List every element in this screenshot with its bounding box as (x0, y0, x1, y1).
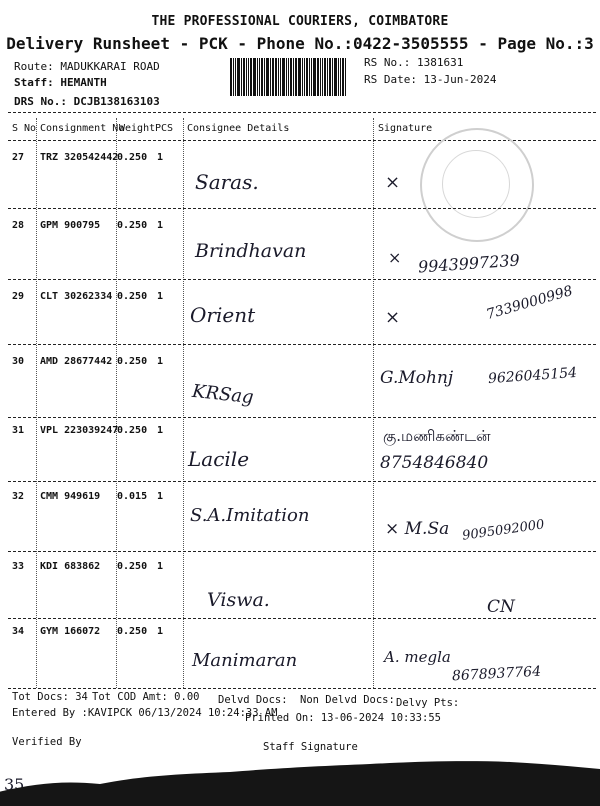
row-sno: 31 (12, 425, 25, 436)
staff-value: HEMANTH (60, 76, 107, 89)
runsheet-subtitle: Delivery Runsheet - PCK - Phone No.:0422-3505555 - Page No.:3 (6, 34, 594, 53)
col-consignee: Consignee Details (187, 123, 290, 134)
row-pcs: 1 (157, 356, 164, 367)
rs-no-value: 1381631 (416, 56, 464, 69)
barcode-bar (309, 58, 310, 96)
barcode-bar (233, 58, 234, 96)
barcode-bar (266, 58, 269, 96)
row-consignment: VPL 223039247 (40, 425, 119, 436)
barcode-bar (306, 58, 308, 96)
row-consignment: TRZ 320542442 (40, 152, 119, 163)
tot-docs: Tot Docs: 34 (12, 691, 88, 703)
barcode-bar (295, 58, 297, 96)
barcode-bar (338, 58, 339, 96)
barcode-bar (246, 58, 247, 96)
rule-top (8, 112, 596, 113)
row-weight: 0.250 (117, 220, 148, 231)
barcode-bar (264, 58, 265, 96)
handwritten-phone: 9095092000 (461, 517, 546, 544)
route-label: Route: (14, 60, 54, 73)
barcode-bar (235, 58, 236, 96)
barcode-bar (324, 58, 326, 96)
signature-mark: × (388, 248, 402, 267)
barcode-bar (322, 58, 323, 96)
row-pcs: 1 (157, 561, 164, 572)
row-rule (8, 688, 596, 689)
row-pcs: 1 (157, 491, 164, 502)
row-weight: 0.015 (117, 491, 148, 502)
row-weight: 0.250 (117, 626, 148, 637)
tot-cod: Tot COD Amt: 0.00 (92, 691, 200, 703)
staff-label: Staff: (14, 76, 54, 89)
col-divider (36, 118, 37, 688)
consignee-handwritten: Viswa. (207, 589, 270, 611)
non-delvd-docs: Non Delvd Docs: (300, 694, 395, 706)
barcode-bar (259, 58, 260, 96)
printed-on: Printed On: 13-06-2024 10:33:55 (245, 712, 441, 724)
row-pcs: 1 (157, 220, 164, 231)
barcode-bar (345, 58, 346, 96)
barcode-bar (261, 58, 263, 96)
barcode-bar (298, 58, 301, 96)
consignee-handwritten: Manimaran (192, 650, 298, 671)
row-consignment: GYM 166072 (40, 626, 101, 637)
row-sno: 30 (12, 356, 25, 367)
consignee-handwritten: Lacile (188, 447, 250, 471)
signature-mark: CN (487, 597, 515, 617)
row-rule (8, 618, 596, 619)
route-line (14, 60, 160, 73)
row-rule (8, 551, 596, 552)
delvy-pts: Delvy Pts: (396, 697, 460, 709)
route-value: MADUKKARAI ROAD (60, 60, 160, 73)
signature-mark: × M.Sa (385, 519, 450, 539)
barcode-bar (340, 58, 341, 96)
consignee-handwritten: Brindhavan (195, 240, 307, 262)
barcode-bar (270, 58, 271, 96)
barcode-bar (302, 58, 303, 96)
barcode-bar (290, 58, 292, 96)
barcode-bar (241, 58, 242, 96)
delvd-docs: Delvd Docs: (218, 694, 288, 706)
corner-mark: 35 (4, 775, 25, 794)
barcode-bar (304, 58, 305, 96)
col-consignment: Consignment No (40, 123, 125, 134)
barcode-bar (313, 58, 316, 96)
row-weight: 0.250 (117, 152, 148, 163)
barcode-bar (278, 58, 279, 96)
barcode-bar (237, 58, 240, 96)
barcode-bar (311, 58, 312, 96)
barcode-bar (327, 58, 328, 96)
row-sno: 29 (12, 291, 25, 302)
handwritten-phone: 8754846840 (380, 453, 489, 473)
rs-date-value: 13-Jun-2024 (423, 73, 497, 86)
row-weight: 0.250 (117, 561, 148, 572)
consignee-handwritten: S.A.Imitation (190, 505, 310, 526)
row-sno: 33 (12, 561, 25, 572)
barcode-bar (342, 58, 344, 96)
barcode-bar (250, 58, 252, 96)
entered-by: Entered By :KAVIPCK 06/13/2024 10:24:33 AM (12, 707, 278, 719)
col-signature: Signature (378, 123, 433, 134)
staff-signature: Staff Signature (263, 741, 358, 753)
barcode-bar (320, 58, 321, 96)
barcode-bar (286, 58, 287, 96)
verified-by: Verified By (12, 736, 82, 748)
col-pcs: PCS (155, 123, 174, 134)
barcode-image (230, 58, 352, 96)
row-consignment: KDI 683862 (40, 561, 101, 572)
rs-date-label: RS Date: (364, 73, 417, 86)
barcode-bar (317, 58, 319, 96)
row-rule (8, 279, 596, 280)
row-rule (8, 208, 596, 209)
consignee-handwritten: Orient (190, 303, 256, 327)
row-weight: 0.250 (117, 425, 148, 436)
barcode-bar (280, 58, 281, 96)
torn-paper-edge (0, 754, 600, 806)
drs-label: DRS No.: (14, 95, 67, 108)
drs-value: DCJB138163103 (73, 95, 160, 108)
row-sno: 32 (12, 491, 25, 502)
barcode-bar (332, 58, 333, 96)
consignee-handwritten: Saras. (195, 170, 259, 194)
handwritten-phone: 9626045154 (487, 364, 578, 388)
row-weight: 0.250 (117, 356, 148, 367)
col-divider (116, 118, 117, 688)
row-consignment: AMD 28677442 (40, 356, 113, 367)
row-rule (8, 417, 596, 418)
barcode-bar (243, 58, 245, 96)
handwritten-phone: 8678937764 (451, 663, 542, 685)
handwritten-phone: 9943997239 (417, 250, 521, 277)
row-consignment: CMM 949619 (40, 491, 101, 502)
rs-no-line (364, 56, 463, 69)
row-sno: 34 (12, 626, 25, 637)
barcode-bar (282, 58, 285, 96)
barcode-bar (275, 58, 277, 96)
barcode-bar (334, 58, 337, 96)
signature-mark: A. megla (384, 648, 451, 666)
barcode-bar (248, 58, 249, 96)
consignee-handwritten: KRSag (191, 380, 255, 409)
barcode-bar (230, 58, 232, 96)
col-sno: S No (12, 123, 37, 134)
row-pcs: 1 (157, 291, 164, 302)
row-sno: 27 (12, 152, 25, 163)
company-title: THE PROFESSIONAL COURIERS, COIMBATORE (151, 14, 449, 29)
barcode-bar (288, 58, 289, 96)
row-sno: 28 (12, 220, 25, 231)
barcode-bar (257, 58, 258, 96)
signature-mark: G.Mohnj (380, 368, 454, 388)
barcode-bar (272, 58, 274, 96)
staff-line (14, 76, 107, 89)
col-weight: Weight (119, 123, 156, 134)
row-rule (8, 344, 596, 345)
rs-date-line (364, 73, 496, 86)
handwritten-phone: 7339000998 (484, 283, 575, 323)
row-weight: 0.250 (117, 291, 148, 302)
col-divider (373, 118, 374, 688)
signature-mark: × (385, 172, 401, 193)
row-pcs: 1 (157, 425, 164, 436)
col-divider (183, 118, 184, 688)
row-consignment: CLT 30262334 (40, 291, 113, 302)
row-rule (8, 481, 596, 482)
row-pcs: 1 (157, 152, 164, 163)
row-pcs: 1 (157, 626, 164, 637)
rs-no-label: RS No.: (364, 56, 411, 69)
barcode-bar (329, 58, 331, 96)
drs-line (14, 95, 160, 108)
barcode-bar (293, 58, 294, 96)
barcode-bar (253, 58, 256, 96)
row-consignment: GPM 900795 (40, 220, 101, 231)
signature-mark: × (385, 307, 401, 328)
signature-tamil-name: கு.மணிகண்டன் (383, 427, 491, 445)
